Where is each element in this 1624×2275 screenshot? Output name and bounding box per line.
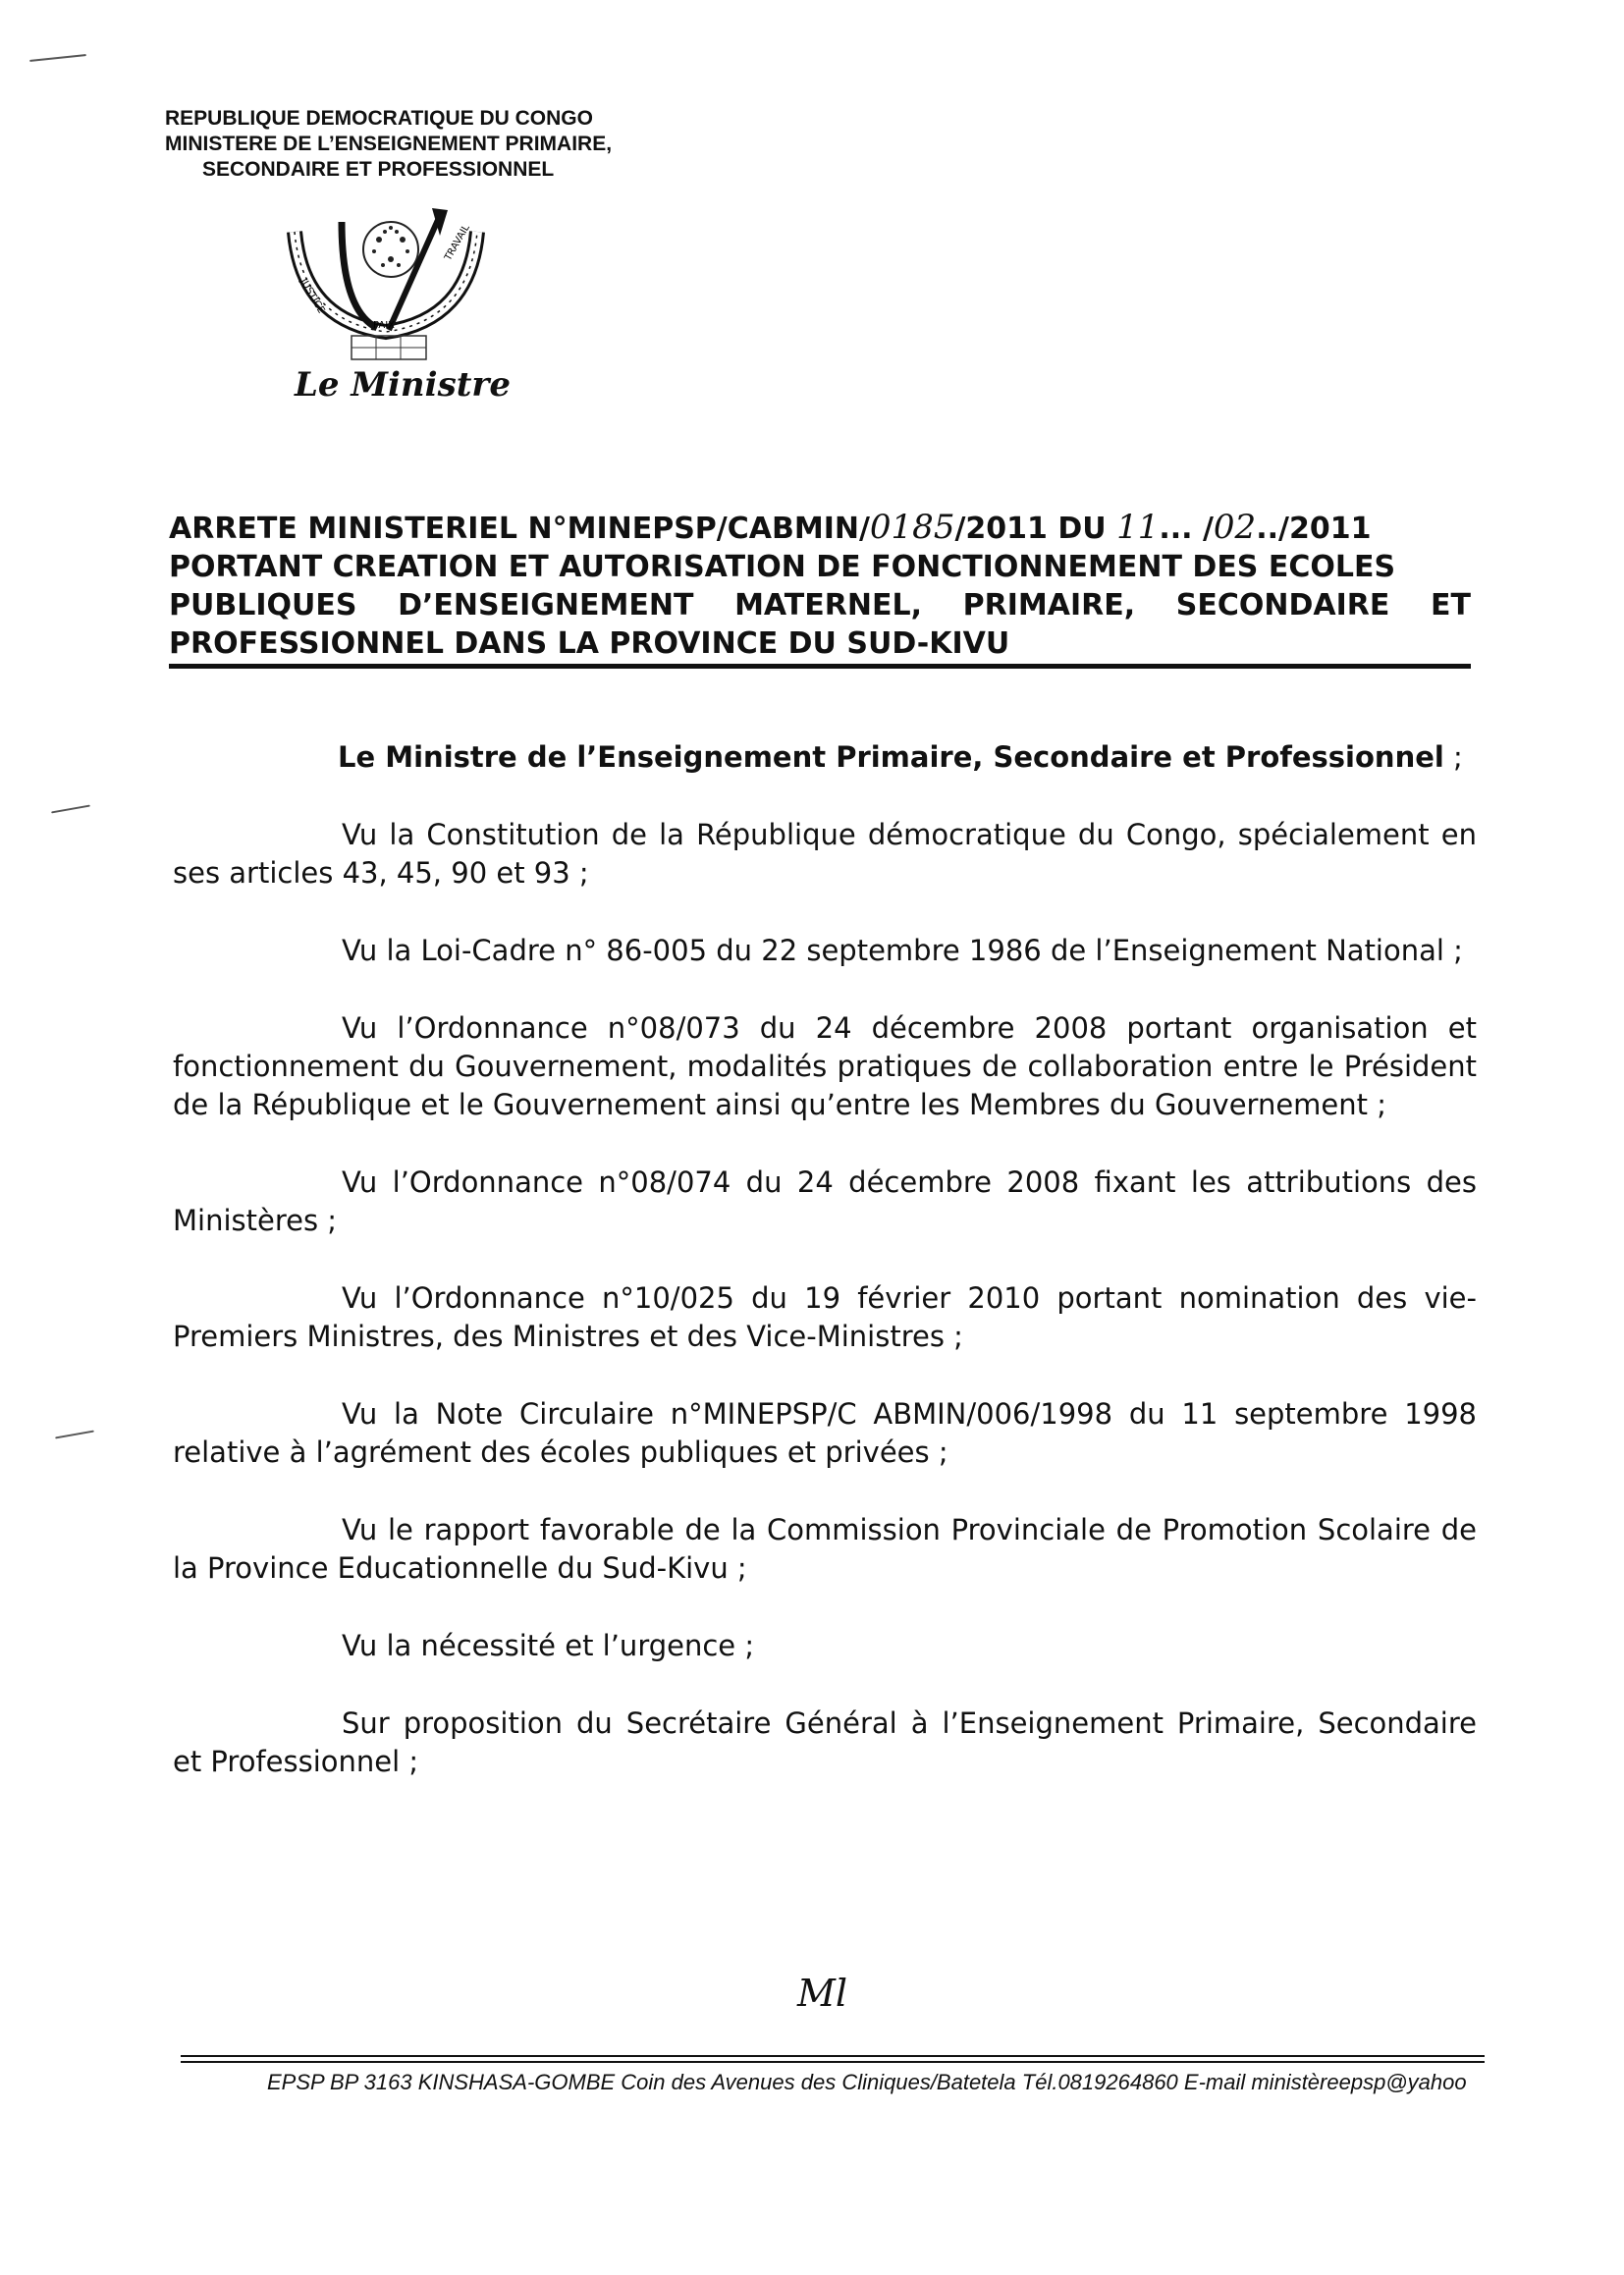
- footer-rule: [181, 2061, 1485, 2063]
- recital-paragraph: Vu le rapport favorable de la Commission Provinciale de Promotion Scolaire de la Province Educationnelle du Sud-Kivu ;: [173, 1513, 1477, 1585]
- title-word: ET: [1431, 588, 1471, 623]
- recital-paragraph: Vu la Constitution de la République démocratique du Congo, spécialement en ses articles 43, 45, 90 et 93 ;: [173, 818, 1477, 890]
- emblem-motto-right: TRAVAIL: [443, 222, 472, 263]
- title-word: MATERNEL,: [734, 588, 922, 623]
- intro-paragraph: [173, 738, 1477, 777]
- intro-text: Le Ministre de l’Enseignement Primaire, Secondaire et Professionnel: [338, 740, 1444, 774]
- decree-title-text-4: PROFESSIONNEL DANS LA PROVINCE DU SUD-KIVU: [169, 626, 1010, 661]
- decree-month-handwritten: 02: [1213, 508, 1257, 547]
- footer-rule: [181, 2055, 1485, 2057]
- recital-paragraph: Vu l’Ordonnance n°08/074 du 24 décembre 2008 fixant les attributions des Ministères ;: [173, 1165, 1477, 1237]
- decree-title-line-3: [169, 586, 1471, 624]
- decree-date-dots-2: ..: [1256, 512, 1278, 546]
- decree-day-handwritten: 11: [1116, 508, 1160, 547]
- scan-mark: [55, 1431, 94, 1439]
- emblem-motto-bottom: PAIX: [373, 320, 396, 331]
- decree-title-text-2: PORTANT CREATION ET AUTORISATION DE FONCTIONNEMENT DES ECOLES: [169, 550, 1396, 584]
- recital-paragraph: Sur proposition du Secrétaire Général à l’Enseignement Primaire, Secondaire et Professionnel ;: [173, 1706, 1477, 1778]
- decree-title: [169, 509, 1471, 663]
- letterhead-ministry-cont: SECONDAIRE ET PROFESSIONNEL: [202, 158, 555, 181]
- coat-of-arms-emblem: [283, 202, 489, 367]
- letterhead: [165, 106, 715, 183]
- decree-date-dots-1: ... /: [1159, 512, 1214, 546]
- letterhead-country: REPUBLIQUE DEMOCRATIQUE DU CONGO: [165, 107, 593, 130]
- emblem-motto-left: JUSTICE: [298, 277, 327, 316]
- decree-body: [173, 738, 1477, 1820]
- intro-suffix: ;: [1443, 740, 1463, 774]
- decree-year: /2011: [1277, 512, 1372, 546]
- decree-title-line-2: [169, 548, 1471, 586]
- title-word: PUBLIQUES: [169, 588, 357, 623]
- decree-date-label: /2011 DU: [954, 512, 1117, 546]
- handwritten-initials: Ml: [797, 1972, 848, 2015]
- scan-mark: [51, 805, 90, 814]
- recital-paragraph: Vu la Note Circulaire n°MINEPSP/C ABMIN/006/1998 du 11 septembre 1998 relative à l’agrément des écoles publiques et privées ;: [173, 1397, 1477, 1469]
- scan-mark: [29, 54, 86, 62]
- decree-title-line-4: [169, 624, 1471, 663]
- decree-title-line-1: [169, 509, 1471, 548]
- title-underline: [169, 664, 1471, 669]
- decree-number-handwritten: 0185: [869, 508, 955, 547]
- recital-paragraph: Vu la Loi-Cadre n° 86-005 du 22 septembre 1986 de l’Enseignement National ;: [342, 934, 1463, 967]
- recital-paragraph: Vu la nécessité et l’urgence ;: [342, 1629, 755, 1662]
- recital-paragraph: Vu l’Ordonnance n°10/025 du 19 février 2010 portant nomination des vie-Premiers Ministres, des Ministres et des Vice-Ministres ;: [173, 1281, 1477, 1353]
- footer-address: EPSP BP 3163 KINSHASA-GOMBE Coin des Avenues des Cliniques/Batetela Tél.0819264860 E-mail ministèreepsp@yahoo: [267, 2070, 1467, 2094]
- minister-signature-label: Le Ministre: [295, 365, 511, 405]
- recital-paragraph: Vu l’Ordonnance n°08/073 du 24 décembre 2008 portant organisation et fonctionnement du Gouvernement, modalités pratiques de collaboration entre le Président de la République et le Gouvernement ainsi qu’entre les Membres du Gouvernement ;: [173, 1011, 1477, 1121]
- title-word: PRIMAIRE,: [962, 588, 1136, 623]
- decree-number-line: [169, 509, 1371, 548]
- title-word: SECONDAIRE: [1175, 588, 1390, 623]
- title-word: D’ENSEIGNEMENT: [398, 588, 694, 623]
- decree-number-prefix: ARRETE MINISTERIEL N°MINEPSP/CABMIN/: [169, 512, 870, 546]
- letterhead-ministry: MINISTERE DE L’ENSEIGNEMENT PRIMAIRE,: [165, 133, 613, 155]
